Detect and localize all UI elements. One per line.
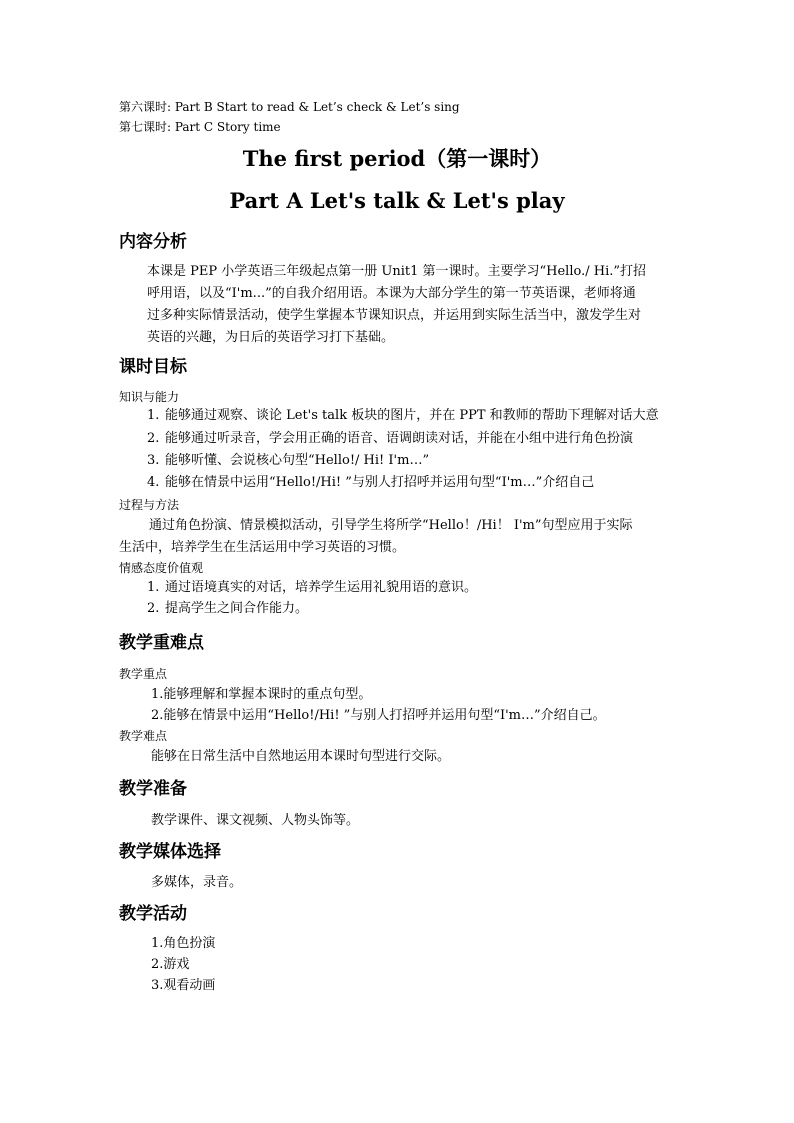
focus-item: 2.能够在情景中运用“Hello!/Hi! ”与别人打招呼并运用句型“I'm…”介绍自己。 xyxy=(151,708,606,723)
lesson-seven-line: 第七课时: Part C Story time xyxy=(119,120,281,134)
media-text: 多媒体，录音。 xyxy=(151,875,243,890)
list-number: 4. xyxy=(147,475,160,490)
knowledge-item xyxy=(147,451,429,471)
content-analysis-line: 本课是 PEP 小学英语三年级起点第一册 Unit1 第一课时。主要学习“Hello./ Hi.”打招 xyxy=(147,264,647,279)
list-text: 提高学生之间合作能力。 xyxy=(165,601,309,616)
emotion-heading: 情感态度价值观 xyxy=(119,561,204,575)
preparation-text: 教学课件、课文视频、人物头饰等。 xyxy=(151,813,360,828)
difficulty-text: 能够在日常生活中自然地运用本课时句型进行交际。 xyxy=(151,749,451,764)
knowledge-item xyxy=(147,406,659,426)
activity-item: 2.游戏 xyxy=(151,957,190,972)
list-number: 3. xyxy=(147,453,160,468)
preparation-heading: 教学准备 xyxy=(119,779,187,799)
process-line: 生活中，培养学生在生活运用中学习英语的习惯。 xyxy=(119,540,406,555)
emotion-item xyxy=(147,578,477,598)
difficulty-heading: 教学难点 xyxy=(119,729,168,743)
process-line: 通过角色扮演、情景模拟活动，引导学生将所学“Hello！/Hi！ I'm”句型应用于实际 xyxy=(149,518,633,533)
list-text: 能够通过听录音，学会用正确的语音、语调朗读对话，并能在小组中进行角色扮演 xyxy=(165,431,634,446)
activity-item: 3.观看动画 xyxy=(151,978,216,993)
content-analysis-heading: 内容分析 xyxy=(119,232,187,252)
list-text: 能够通过观察、谈论 Let's talk 板块的图片，并在 PPT 和教师的帮助下理解对话大意 xyxy=(165,408,659,423)
list-number: 1. xyxy=(147,408,160,423)
list-number: 2. xyxy=(147,601,160,616)
list-text: 能够听懂、会说核心句型“Hello!/ Hi! I'm…” xyxy=(165,453,430,468)
content-analysis-line: 过多种实际情景活动，使学生掌握本节课知识点，并运用到实际生活当中，激发学生对 xyxy=(147,308,642,323)
knowledge-heading: 知识与能力 xyxy=(119,390,180,404)
list-text: 通过语境真实的对话，培养学生运用礼貌用语的意识。 xyxy=(165,580,478,595)
media-heading: 教学媒体选择 xyxy=(119,842,221,862)
content-analysis-line: 呼用语，以及“I'm...”的自我介绍用语。本课为大部分学生的第一节英语课，老师将通 xyxy=(147,286,636,301)
key-points-heading: 教学重难点 xyxy=(119,633,204,653)
focus-item: 1.能够理解和掌握本课时的重点句型。 xyxy=(151,687,372,702)
list-number: 1. xyxy=(147,580,160,595)
content-analysis-paragraph xyxy=(147,261,687,349)
page-title: The first period（第一课时） xyxy=(242,146,552,171)
objectives-heading: 课时目标 xyxy=(119,357,187,377)
knowledge-item xyxy=(147,429,633,449)
page-subtitle: Part A Let's talk & Let's play xyxy=(229,188,565,213)
emotion-item xyxy=(147,599,308,619)
list-text: 能够在情景中运用“Hello!/Hi! ”与别人打招呼并运用句型“I'm…”介绍自己 xyxy=(165,475,595,490)
content-analysis-line: 英语的兴趣，为日后的英语学习打下基础。 xyxy=(147,330,395,345)
knowledge-item xyxy=(147,473,594,493)
activity-item: 1.角色扮演 xyxy=(151,936,216,951)
lesson-six-line: 第六课时: Part B Start to read & Let’s check & Let’s sing xyxy=(119,100,460,114)
focus-heading: 教学重点 xyxy=(119,667,168,681)
process-heading: 过程与方法 xyxy=(119,498,180,512)
list-number: 2. xyxy=(147,431,160,446)
activities-heading: 教学活动 xyxy=(119,904,187,924)
